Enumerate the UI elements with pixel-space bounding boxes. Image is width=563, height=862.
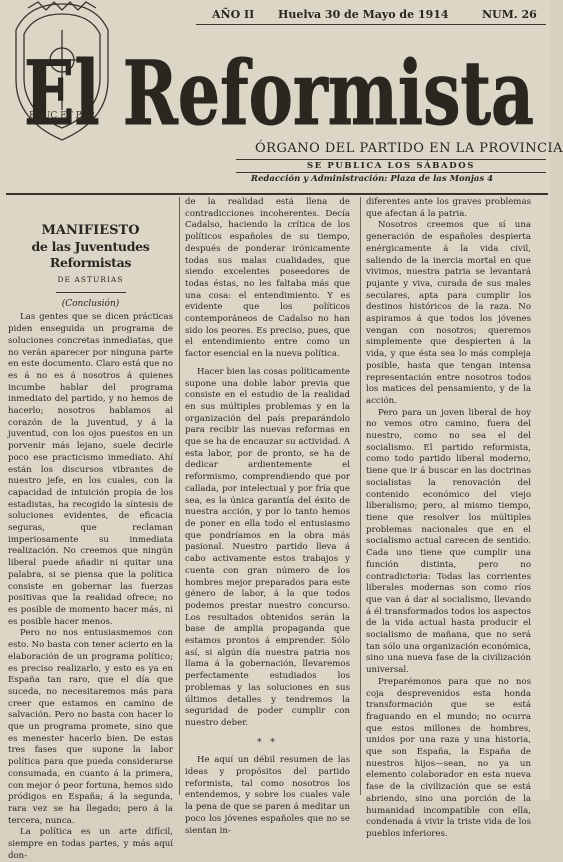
paragraph: Hacer bien las cosas políticamente supone una doble labor previa que consiste en el estudio de la realidad en sus múltiples problemas y en la organización del país preparándolo para recibir las nuevas reformas en que se ha de encauzar su actividad. A esta labor, por de pronto, se ha de dedicar ardientemente el reformismo, comprendiendo que por callada, por intelectual y por fría que sea, es la única garantía del éxito de nuestra acción, y por lo tanto hemos de poner en ella todo el entusiasmo que pondríamos en la obra más pasional. Nuestro partido lleva á cabo activamente estos trabajos y cuenta con gran número de los hombres mejor preparados para este género de labor, á la que todos podemos prestar nuestro concurso. Los resultados obtenidos serán la base de amplia propaganda que estamos prontos á emprender. Sólo así, si algún día nuestra patria nos llama á la gobernación, llevaremos perfectamente estudiados los problemas y las soluciones en sus últimos detalles y tendremos la seguridad de poder cumplir con nuestro deber. [185, 366, 350, 728]
article-column-2 [185, 197, 350, 837]
paragraph: Nosotros creemos que sí una generación de españoles despierta enérgicamente á la vida civil, saliendo de la inercia mortal en que vivimos, nuestra patria se levantará pujante y viva, curada de sus males seculares, apta para cumplir los destinos históricos de la raza. No aspiramos á que todos los jóvenes vengan con nosotros; queremos simplemente que despierten á la vida, y que ésta sea lo más compleja posible, hasta que tengan intensa representación entre nosotros todos los matices del pensamiento, y de la acción. [366, 220, 531, 406]
article-heading: MANIFIESTO [41, 223, 140, 238]
issue-place-date: Huelva 30 de Mayo de 1914 [278, 8, 449, 21]
paragraph: de la realidad está llena de contradicciones incoherentes. Decía Cadalso, haciendo la crítica de los políticos españoles de su tiempo, después de ponderar irónicamente todas sus malas cualidades, que siendo excelentes poseedores de todas éstas, no les faltaba más que una cosa: el entendimiento. Y es evidente que los políticos contemporáneos de Cadalso no han sido los peores. Es preciso, pues, que el entendimiento entre como un factor esencial en la nueva política. [185, 197, 350, 360]
newspaper-title [14, 32, 544, 145]
paragraph: Las gentes que se dicen prácticas piden enseguida un programa de soluciones concretas inmediatas, que no verán aparecer por ninguna parte en este documento. Claro está que no es á no es á nosotros á quienes incumbe hablar del programa inmediato del partido, y no hemos de hacerlo; nosotros hablamos al corazón de la juventud, y á la juventud, con los ojos puestos en un porvenir más lejano, suele decirle poco ese practicismo inmediato. Ahí están los discursos vibrantes de nuestro jefe, en los cuales, con la capacidad de intuición propia de los estadistas, ha recogido la síntesis de soluciones evidentes, de eficacia seguras, que reclaman imperiosamente su inmediata realización. No creemos que ningún liberal puede añadir ni quitar una palabra, si se piensa que la política consiste en gobernar las fuerzas positivas que la realidad ofrece; no es posible de momento hacer más, ni es posible hacer menos. [8, 312, 173, 627]
issue-bar [196, 2, 546, 25]
paragraph: Pero para un joven liberal de hoy no vemos otro camino, fuera del nuestro, como no sea el del socialismo. El partido reformista, como todo partido liberal moderno, tiene que ir á buscar en las doctrinas socialistas la renovación del contenido económico del viejo liberalismo; pero, al mismo tiempo, tiene que resolver los múltiples problemas nacionales que en el socialismo actual carecen de sentido. Cada uno tiene que cumplir una función distinta, pero no contradictoria: Todas las corrientes liberales modernas son como ríos que van á dar al socialismo, llevando á él transformados todos los aspectos de la vida actual hasta producir el socialismo de mañana, que no será tan sólo una organización económica, sino una nueva fase de la civilización universal. [366, 407, 531, 676]
article-subheading: de las Juventudes Reformistas [31, 239, 150, 270]
heading-rule [56, 292, 126, 293]
newspaper-title-text: El Reformista [24, 41, 534, 145]
issue-number: NUM. 26 [482, 8, 537, 21]
column-divider [360, 197, 361, 795]
article-column-1 [8, 197, 173, 862]
article-continuation-note: (Conclusión) [61, 298, 120, 309]
seal-motto: EDUC ET PER [29, 111, 95, 121]
paragraph: La política es un arte difícil, siempre en todas partes, y más aquí don- [8, 827, 173, 861]
article-region: DE ASTURIAS [57, 275, 124, 284]
section-separator: * * [257, 737, 278, 748]
issue-year: AÑO II [212, 8, 255, 21]
publication-schedule: SE PUBLICA LOS SÁBADOS [236, 159, 546, 173]
editorial-address: Redacción y Administración: Plaza de las Monjas 4 [250, 174, 494, 184]
paragraph: diferentes ante los graves problemas que afectan á la patria. [366, 197, 531, 219]
paragraph: Pero no nos entusiasmemos con esto. No basta con tener acierto en la elaboración de un programa político; es preciso realizarlo, y esto es ya en España tan raro, que el día que suceda, no necesitaremos más para creer que estamos en camino de salvación. Pero no basta con hacer lo que un programa promete, sino que es menester hacerlo bien. De estas tres fases que supone la labor política para que pueda considerarse consumada, en cuanto á la primera, con mejor ó peor fortuna, hemos sido pródigos en España; á la segunda, rara vez se ha llegado; pero á la tercera, nunca. [8, 628, 173, 826]
column-divider [179, 197, 180, 795]
masthead-rule [6, 193, 548, 195]
paragraph: He aquí un débil resumen de las ideas y propósitos del partido reformista, tal como nosotros los entendemos, y sobre los cuales vale la pena de que se paren á meditar un poco los jóvenes españoles que no se sientan in- [185, 755, 350, 836]
newspaper-subtitle: ÓRGANO DEL PARTIDO EN LA PROVINCIA [255, 141, 563, 156]
article-column-3 [366, 197, 531, 841]
paragraph: Preparémonos para que no nos coja desprevenidos esta honda transformación que se está fraguando en el mundo; no ocurra que estos millones de hombres, unidos por una raza y una historia, que son España, la España de nuestros hijos—sean, no ya un elemento colaborador en esta nueva fase de la civilización que se está abriendo, sino una porción de la humanidad incompatible con ella, condenada á vivir la triste vida de los pueblos inferiores. [366, 676, 531, 839]
